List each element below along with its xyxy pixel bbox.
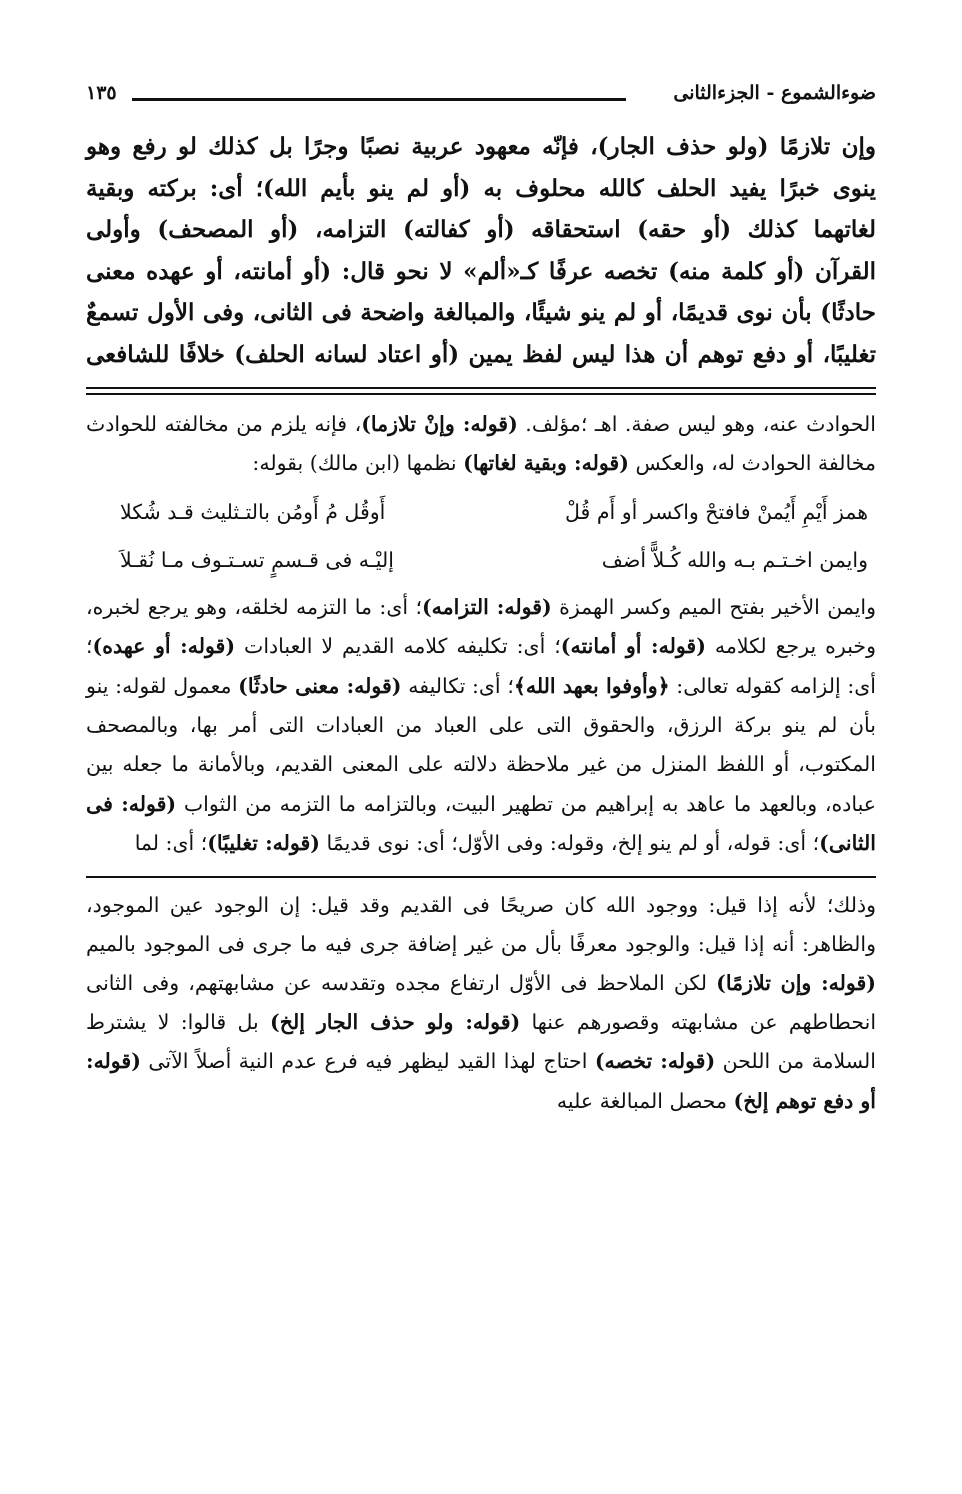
- text-run: بل قالوا: لا يشترط السلامة من اللحن: [86, 1010, 877, 1074]
- text-run: وذلك؛ لأنه إذا قيل: ووجود الله كان صريحًا فى القديم وقد قيل: إن الوجود عين الموجود، والظاهر: أنه إذا قيل: والوجود معرفًا بأل من غير إضافة جرى فيه ما جرى فى الموجود بالميم: [86, 892, 876, 956]
- text-run: ؛ أى: تكليفه كلامه القديم لا العبادات: [235, 634, 561, 659]
- citation-bold: ﴿وأوفوا بعهد الله﴾: [513, 673, 670, 698]
- header-rule: [132, 98, 626, 101]
- verse-hemistich-1: وايمن اخـتـم بـه والله كُـلاًّ أضف: [601, 547, 868, 572]
- text-run: الحوادث عنه، وهو ليس صفة. اهـ ؛مؤلف.: [517, 412, 876, 436]
- citation-bold: (قوله: تخصه): [594, 1049, 716, 1074]
- text-run: ، فإنه يلزم من مخالفته للحوادث مخالفة الحوادث له، والعكس: [86, 412, 876, 476]
- footnote-rule: [86, 876, 876, 878]
- citation-bold: (قوله: وإن تلازمًا): [716, 971, 876, 996]
- commentary-paragraph-2: [86, 588, 876, 864]
- page-number: ١٣٥: [86, 82, 117, 104]
- citation-bold: (قوله: أو عهده): [92, 634, 236, 659]
- text-run: محصل المبالغة عليه: [556, 1088, 734, 1113]
- verse-hemistich-2: أَوقُل مُ أَومُن بالتـثليث قـد شُكلا: [120, 499, 386, 524]
- main-line: لغاتهما كذلك (أو حقه) استحقاقه (أو كفالته) التزامه، (أو المصحف) وأولى: [86, 216, 876, 243]
- book-title: ضوءالشموع - الجزءالثانى: [673, 82, 876, 104]
- citation-bold: (قوله: وبقية لغاتها): [463, 451, 629, 476]
- verse-hemistich-2: إليْـه فى قـسمٍ تسـتـوف مـا نُقـلاَ: [120, 547, 394, 572]
- citation-bold: (قوله: أو أمانته): [560, 634, 706, 659]
- main-text: [86, 126, 876, 375]
- citation-bold: (قوله: ولو حذف الجار إلخ): [270, 1010, 521, 1035]
- verse-line-2: [120, 540, 868, 580]
- commentary: [86, 405, 876, 864]
- text-run: ؛ أى: لما: [134, 831, 208, 856]
- text-run: ؛ أى: ما التزمه لخلقه، وهو يرجع لخبره، وخبره يرجع لكلامه: [86, 594, 876, 659]
- citation-bold: (قوله: تغليبًا): [207, 831, 320, 856]
- page: [86, 78, 876, 1121]
- main-line: القرآن (أو كلمة منه) تخصه عرفًا كـ«ألم» لا نحو قال: (أو أمانته، أو عهده معنى: [86, 257, 876, 285]
- main-line: وإن تلازمًا (ولو حذف الجار)، فإنّه معهود عربية نصبًا وجرًا بل كذلك لو رفع وهو: [86, 133, 876, 160]
- main-line: تغليبًا، أو دفع توهم أن هذا ليس لفظ يمين (أو اعتاد لسانه الحلف) خلافًا للشافعى: [86, 340, 876, 368]
- main-line: ينوى خبرًا يفيد الحلف كالله محلوف به (أو لم ينو بأيم الله)؛ أى: بركته وبقية: [86, 174, 876, 202]
- text-run: نظمها (ابن مالك) بقوله:: [252, 451, 464, 476]
- commentary-paragraph-1: [86, 405, 876, 484]
- running-header: [86, 78, 876, 118]
- citation-bold: (قوله: فى الثانى): [86, 791, 876, 856]
- citation-bold: (قوله: أو دفع توهم إلخ): [86, 1049, 876, 1113]
- verse-hemistich-1: همز أَيْمِ أَيُمنْ فافتحْ واكسر أو أَم قُلْ: [564, 499, 868, 524]
- text-run: لكن الملاحظ فى الأوّل ارتفاع مجده وتقدسه عن مشابهتهم، وفى الثانى انحطاطهم عن مشابهته وقصورهم عنها: [86, 971, 877, 1035]
- citation-bold: (قوله: التزامه): [421, 594, 552, 619]
- text-run: ؛ أى: تكاليفه: [401, 673, 514, 698]
- footnote-paragraph: [86, 886, 876, 1121]
- main-line: حادثًا) بأن نوى قديمًا، أو لم ينو شيئًا، والمبالغة واضحة فى الثانى، وفى الأول تسمعٌ: [86, 299, 876, 326]
- double-rule: [86, 387, 876, 395]
- text-run: ؛ أى: قوله، أو لم ينو إلخ، وقوله: وفى الأوّل؛ أى: نوى قديمًا: [319, 831, 820, 856]
- text-run: وايمن الأخير بفتح الميم وكسر الهمزة: [551, 594, 876, 619]
- citation-bold: (قوله: معنى حادثًا): [238, 673, 402, 698]
- verse-line-1: [120, 492, 868, 532]
- footnote: [86, 886, 876, 1121]
- citation-bold: (قوله: وإنْ تلازما): [361, 412, 518, 436]
- text-run: احتاج لهذا القيد ليظهر فيه فرع عدم النية أصلاً الآتى: [140, 1049, 595, 1074]
- text-run: معمول لقوله: ينو بأن لم ينو بركة الرزق، والحقوق التى على العباد من العبادات التى أمر بها، وبالمصحف المكتوب، أو اللفظ المنزل من غير ملاحظة دلالته على المعنى القديم، وبالأمانة ما جعله بين عباده، وبالعهد ما عاهد به إبراهيم من تطهير البيت، وبالتزامه ما التزمه من الثواب: [86, 673, 877, 816]
- text-run: ؛ أى: إلزامه كقوله تعالى:: [86, 634, 877, 698]
